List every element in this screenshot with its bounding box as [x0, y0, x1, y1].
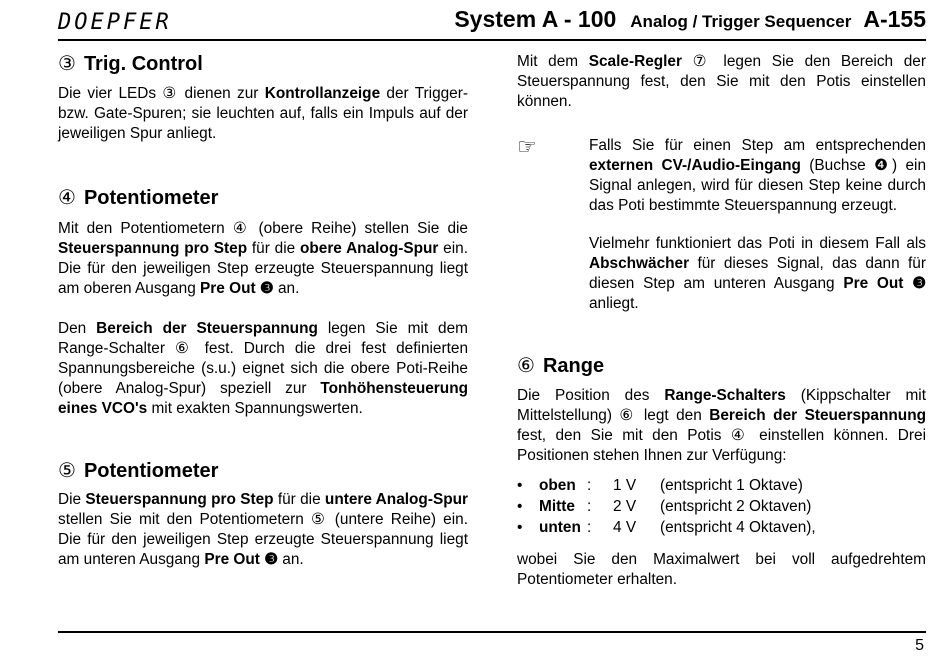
- header-title-group: [454, 6, 926, 33]
- left-column: [58, 52, 468, 570]
- section-4-heading: [58, 186, 468, 210]
- list-item: • unten : 4 V (entspricht 4 Oktaven),: [517, 519, 816, 536]
- note-body: [589, 136, 926, 314]
- section-3-title: Trig. Control: [83, 53, 203, 75]
- section-5-paragraph: Die Steuerspannung pro Step für die untere Analog-Spur stellen Sie mit den Potentiometern ⑤ (untere Reihe) ein. Die für den jeweiligen Step erzeugte Steuerspannung liegt am unteren Ausgang Pre Out ❸ an.: [58, 491, 469, 568]
- list-item: • Mitte : 2 V (entspricht 2 Oktaven): [517, 498, 812, 515]
- page-header: [58, 4, 926, 38]
- pointing-hand-icon: ☞: [517, 134, 537, 159]
- section-6-paragraph-1: Die Position des Range-Schalters (Kippschalter mit Mittelstellung) ⑥ legt den Bereich der Steuerspannung fest, den Sie mit den Potis ④ einstellen können. Drei Positionen stehen Ihnen zur Verfügung:: [517, 387, 927, 464]
- page-number: 5: [915, 637, 924, 654]
- note-block: [517, 136, 926, 314]
- bullet: •: [517, 519, 523, 536]
- bullet: •: [517, 477, 523, 494]
- range-positions-list: [517, 476, 926, 539]
- note-paragraph-2: Vielmehr funktioniert das Poti in diesem Fall als Abschwächer für dieses Signal, das dann für diesen Step am unteren Ausgang Pre Out ❸ anliegt.: [589, 235, 926, 312]
- section-4-paragraph-1: Mit den Potentiometern ④ (obere Reihe) stellen Sie die Steuerspannung pro Step für die obere Analog-Spur ein. Die für den jeweiligen Step erzeugte Steuerspannung liegt am oberen Ausgang Pre Out ❸ an.: [58, 220, 468, 297]
- right-column: [517, 52, 926, 590]
- note-paragraph-1: Falls Sie für einen Step am entsprechenden externen CV-/Audio-Eingang (Buchse ❹) ein Signal anlegen, wird für diesen Step keine durch das Poti bestimmte Steuerspannung erzeugt.: [589, 137, 927, 214]
- header-rule: [58, 39, 926, 41]
- list-item: • oben : 1 V (entspricht 1 Oktave): [517, 477, 803, 494]
- section-4-paragraph-2: Den Bereich der Steuerspannung legen Sie mit dem Range-Schalter ⑥ fest. Durch die drei fest definierten Spannungsbereiche (s.u.) eignet sich die obere Poti-Reihe (obere Analog-Spur) speziell zur Tonhöhensteuerung eines VCO's mit exakten Spannungswerten.: [58, 320, 468, 417]
- module-number: A-155: [863, 6, 926, 32]
- section-3-paragraph: Die vier LEDs ③ dienen zur Kontrollanzeige der Trigger- bzw. Gate-Spuren; sie leuchten auf, falls ein Impuls auf der jeweiligen Spur anliegt.: [58, 85, 468, 142]
- section-4-number: ④: [58, 187, 76, 209]
- doepfer-logo: DOEPFER: [58, 10, 172, 35]
- footer-rule: [58, 631, 926, 633]
- section-6-number: ⑥: [517, 355, 535, 377]
- section-3-heading: [58, 52, 468, 76]
- section-4-title: Potentiometer: [83, 187, 219, 209]
- section-5-heading: [58, 459, 468, 483]
- section-6-title: Range: [542, 355, 605, 377]
- section-3-number: ③: [58, 53, 76, 75]
- section-5-title: Potentiometer: [83, 460, 219, 482]
- section-6-heading: [517, 354, 926, 378]
- module-subtitle: Analog / Trigger Sequencer: [630, 12, 852, 31]
- bullet: •: [517, 498, 523, 515]
- system-title: System A - 100: [454, 6, 617, 32]
- section-6-paragraph-2: wobei Sie den Maximalwert bei voll aufgedrehtem Potentiometer erhalten.: [517, 551, 926, 588]
- section-5-number: ⑤: [58, 460, 76, 482]
- scale-intro-paragraph: Mit dem Scale-Regler ⑦ legen Sie den Bereich der Steuerspannung fest, den Sie mit den Potis einstellen können.: [517, 53, 926, 110]
